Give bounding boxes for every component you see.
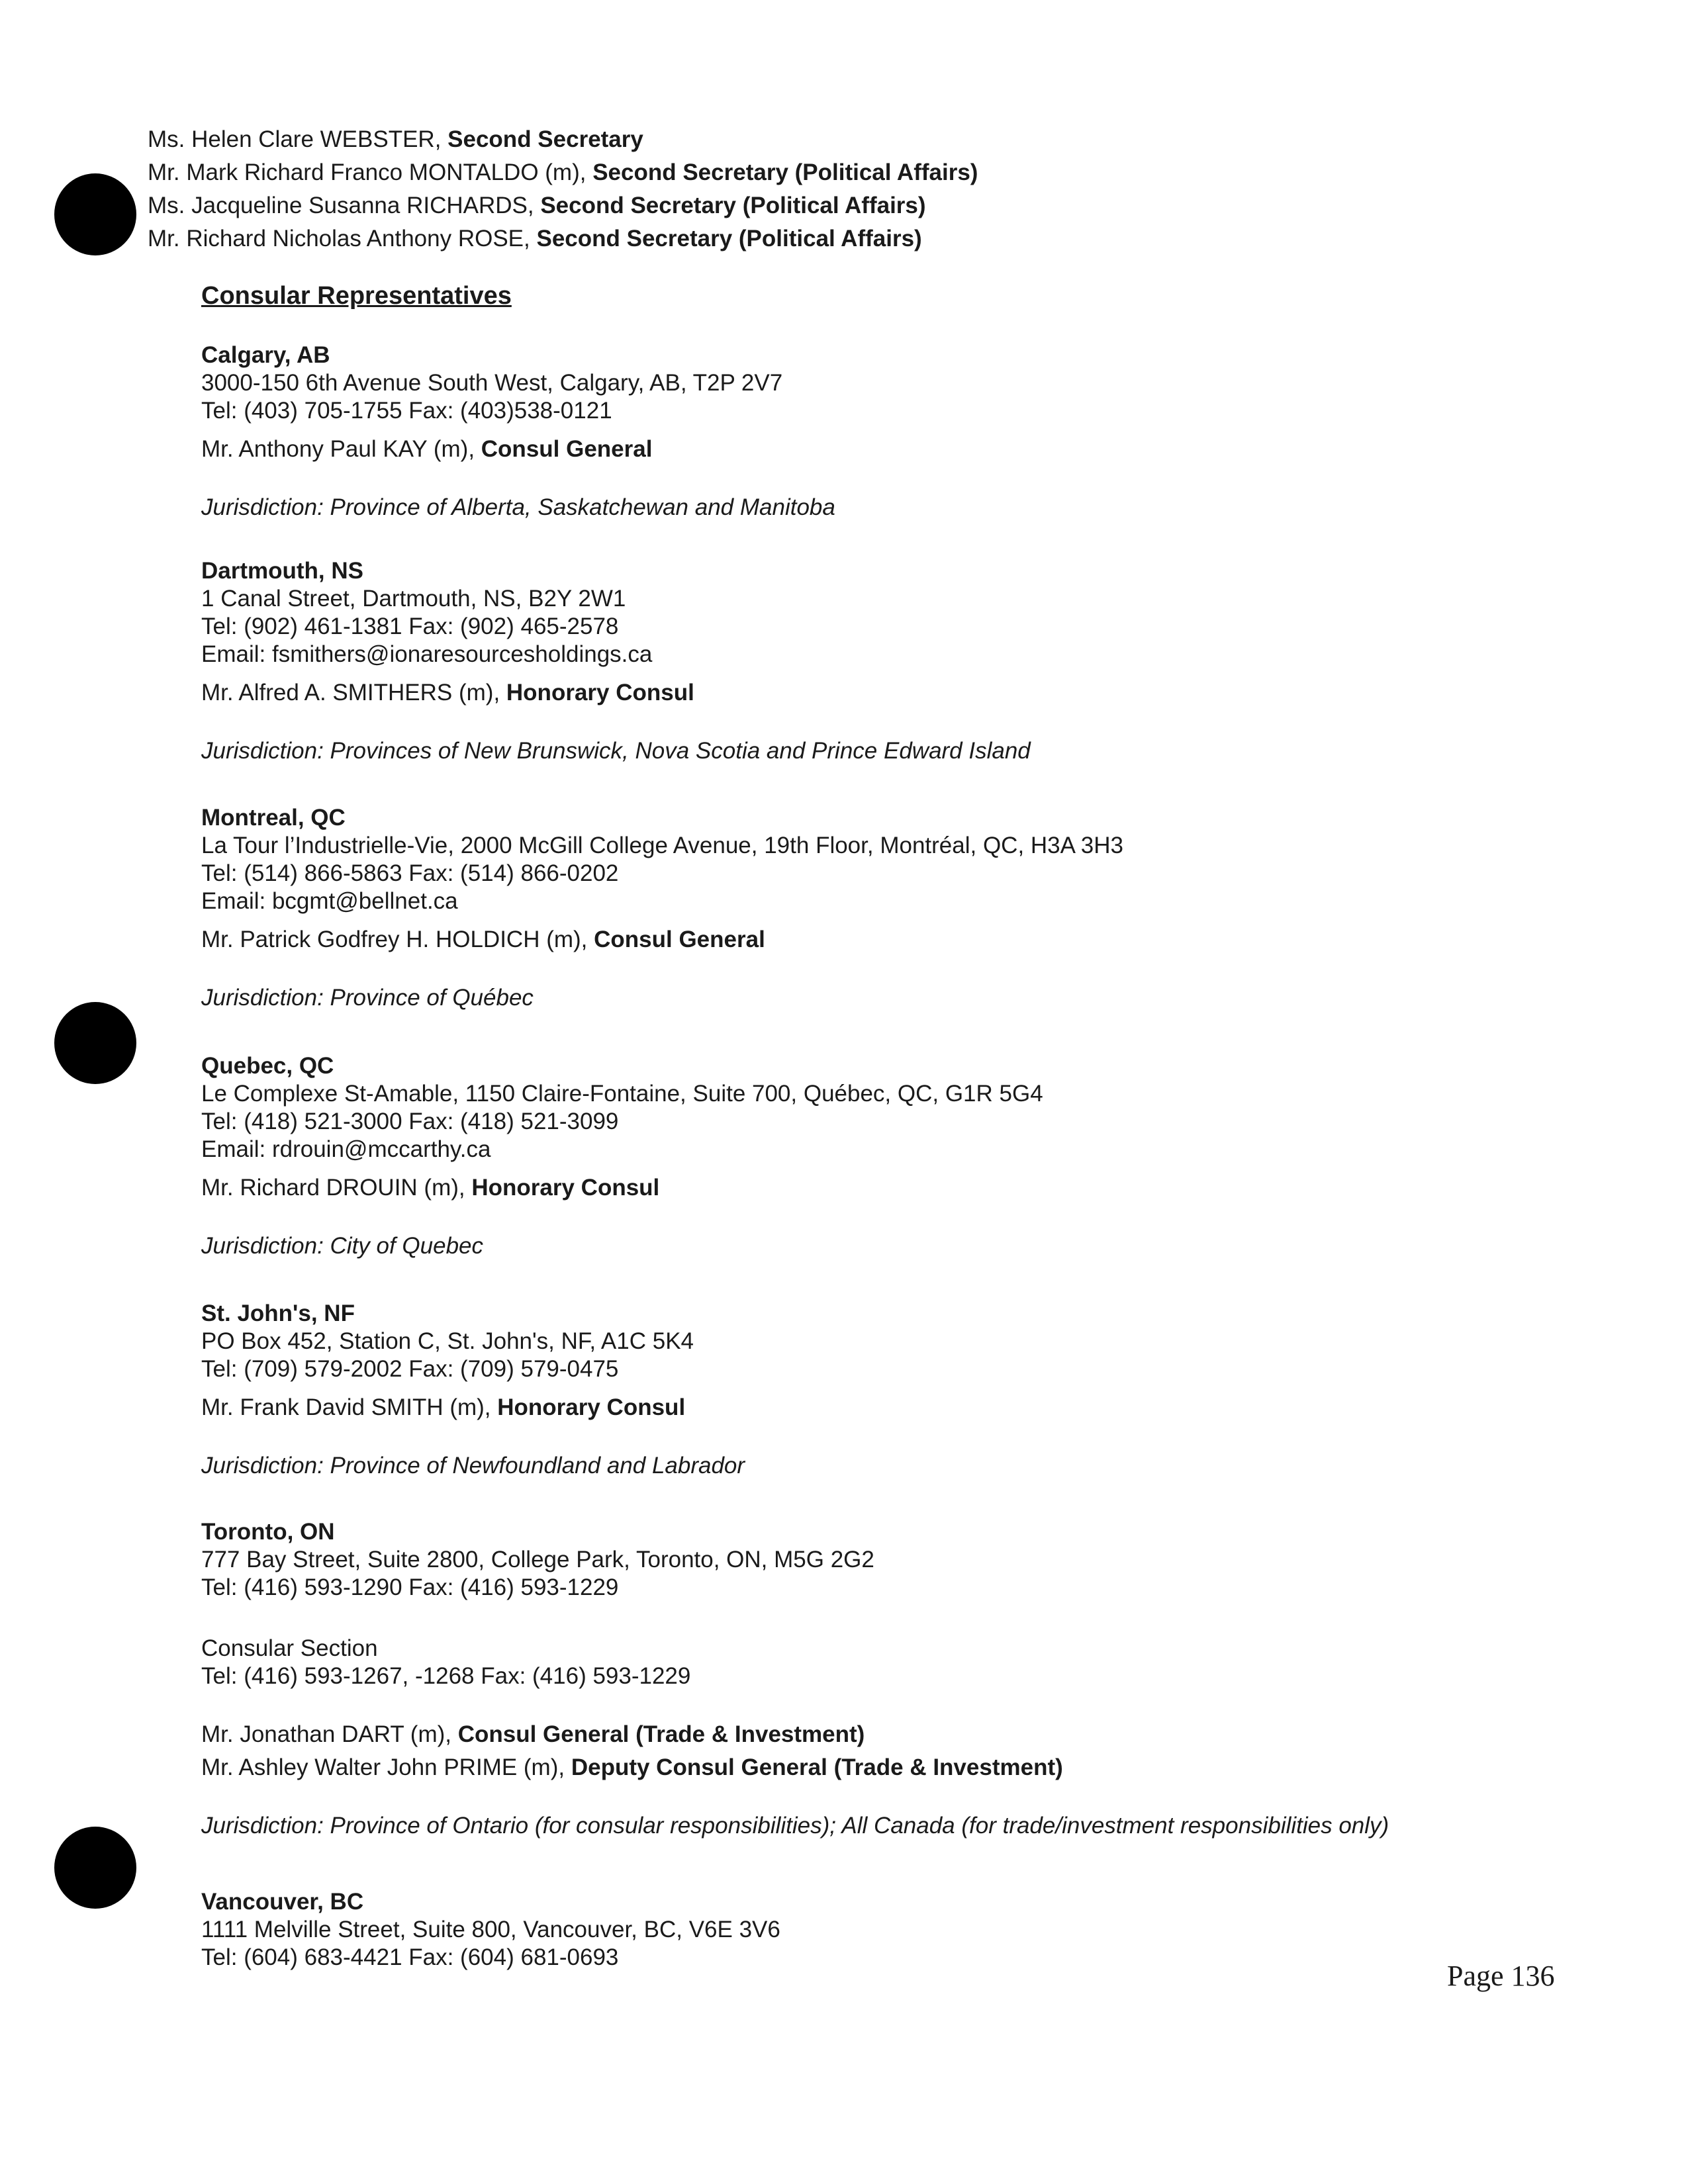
consulate-city: Dartmouth, NS xyxy=(201,558,363,584)
consulate-address: Le Complexe St-Amable, 1150 Claire-Fontaine, Suite 700, Québec, QC, G1R 5G4 xyxy=(201,1081,1043,1107)
consulate-jurisdiction: Jurisdiction: Provinces of New Brunswick, Nova Scotia and Prince Edward Island xyxy=(201,738,1031,764)
consulate-jurisdiction: Jurisdiction: City of Quebec xyxy=(201,1233,484,1259)
consulate-officer: Mr. Anthony Paul KAY (m), Consul General xyxy=(201,436,653,462)
consulate-phone: Tel: (416) 593-1290 Fax: (416) 593-1229 xyxy=(201,1574,619,1600)
consulate-address: 777 Bay Street, Suite 2800, College Park, Toronto, ON, M5G 2G2 xyxy=(201,1547,874,1572)
consulate-officer: Mr. Jonathan DART (m), Consul General (Trade & Investment) xyxy=(201,1721,865,1747)
consulate-address: 3000-150 6th Avenue South West, Calgary, AB, T2P 2V7 xyxy=(201,370,783,396)
consulate-montreal xyxy=(201,804,1591,1012)
consular-section-phone: Tel: (416) 593-1267, -1268 Fax: (416) 593-1229 xyxy=(201,1663,691,1689)
staff-entry: Mr. Richard Nicholas Anthony ROSE, Second Secretary (Political Affairs) xyxy=(148,226,922,251)
consulate-city: Vancouver, BC xyxy=(201,1889,364,1915)
staff-entry: Mr. Mark Richard Franco MONTALDO (m), Second Secretary (Political Affairs) xyxy=(148,159,978,185)
consulate-vancouver xyxy=(201,1888,1591,1972)
consular-section-label: Consular Section xyxy=(201,1635,378,1661)
consulate-jurisdiction: Jurisdiction: Province of Alberta, Saskatchewan and Manitoba xyxy=(201,494,835,520)
consulate-officer: Mr. Frank David SMITH (m), Honorary Consul xyxy=(201,1394,686,1420)
punch-hole xyxy=(54,173,136,255)
consulate-address: 1111 Melville Street, Suite 800, Vancouver, BC, V6E 3V6 xyxy=(201,1917,780,1942)
consulate-address: 1 Canal Street, Dartmouth, NS, B2Y 2W1 xyxy=(201,586,626,612)
consulate-phone: Tel: (902) 461-1381 Fax: (902) 465-2578 xyxy=(201,614,619,639)
consulate-jurisdiction: Jurisdiction: Province of Québec xyxy=(201,985,534,1011)
consulate-address: PO Box 452, Station C, St. John's, NF, A1C 5K4 xyxy=(201,1328,694,1354)
consulate-toronto xyxy=(201,1518,1591,1840)
consulate-email: Email: bcgmt@bellnet.ca xyxy=(201,888,458,914)
punch-hole xyxy=(54,1827,136,1909)
consulate-city: Quebec, QC xyxy=(201,1053,334,1079)
consulate-officer: Mr. Ashley Walter John PRIME (m), Deputy Consul General (Trade & Investment) xyxy=(201,1754,1063,1780)
punch-hole xyxy=(54,1002,136,1084)
consulate-email: Email: rdrouin@mccarthy.ca xyxy=(201,1136,491,1162)
consulate-city: Calgary, AB xyxy=(201,342,330,368)
consulate-quebec xyxy=(201,1052,1591,1260)
consulate-phone: Tel: (514) 866-5863 Fax: (514) 866-0202 xyxy=(201,860,619,886)
section-heading: Consular Representatives xyxy=(201,282,512,310)
consulate-city: Toronto, ON xyxy=(201,1519,335,1545)
consulate-jurisdiction: Jurisdiction: Province of Ontario (for consular responsibilities); All Canada (for trade/investment responsibilities only) xyxy=(201,1813,1389,1839)
consulate-officer: Mr. Alfred A. SMITHERS (m), Honorary Consul xyxy=(201,680,694,705)
page-number: Page 136 xyxy=(1447,1960,1555,1992)
consulate-city: Montreal, QC xyxy=(201,805,346,831)
consulate-phone: Tel: (418) 521-3000 Fax: (418) 521-3099 xyxy=(201,1109,619,1134)
consulate-phone: Tel: (403) 705-1755 Fax: (403)538-0121 xyxy=(201,398,612,424)
consulate-calgary xyxy=(201,341,1591,522)
consulate-email: Email: fsmithers@ionaresourcesholdings.ca xyxy=(201,641,653,667)
consulate-jurisdiction: Jurisdiction: Province of Newfoundland and Labrador xyxy=(201,1453,745,1479)
consulate-phone: Tel: (709) 579-2002 Fax: (709) 579-0475 xyxy=(201,1356,619,1382)
consulate-dartmouth xyxy=(201,557,1591,765)
consulate-officer: Mr. Patrick Godfrey H. HOLDICH (m), Consul General xyxy=(201,927,765,952)
staff-entry: Ms. Jacqueline Susanna RICHARDS, Second Secretary (Political Affairs) xyxy=(148,193,926,218)
consulate-st-johns xyxy=(201,1300,1591,1480)
consulate-city: St. John's, NF xyxy=(201,1300,355,1326)
staff-entry: Ms. Helen Clare WEBSTER, Second Secretary xyxy=(148,126,643,152)
consulate-officer: Mr. Richard DROUIN (m), Honorary Consul xyxy=(201,1175,660,1201)
consulate-address: La Tour l’Industrielle-Vie, 2000 McGill College Avenue, 19th Floor, Montréal, QC, H3A 3H3 xyxy=(201,833,1123,858)
consulate-phone: Tel: (604) 683-4421 Fax: (604) 681-0693 xyxy=(201,1944,619,1970)
